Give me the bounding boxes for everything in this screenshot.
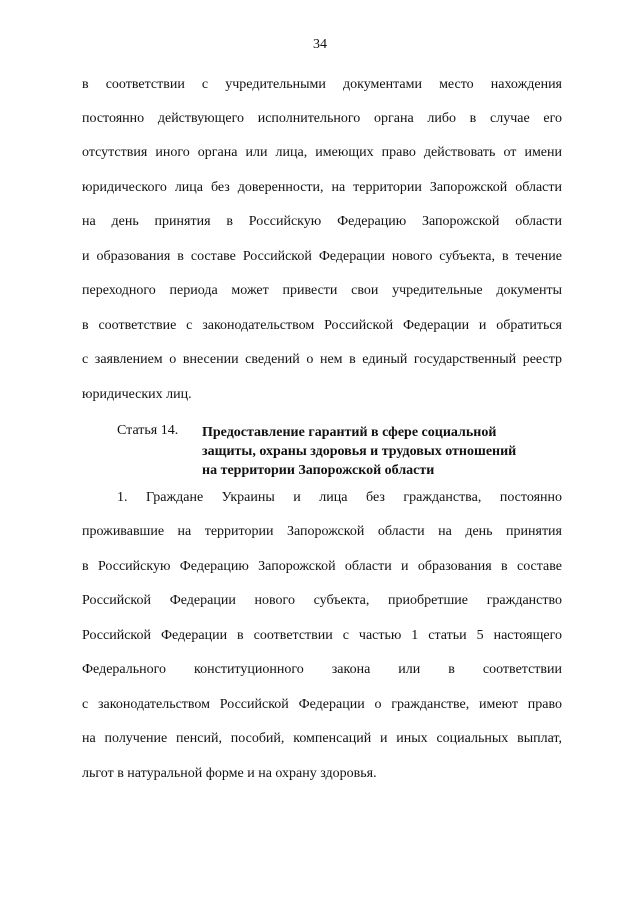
paragraph-1-line: с заявлением о внесении сведений о нем в единый государственный реестр: [82, 352, 562, 367]
paragraph-1-line: отсутствия иного органа или лица, имеющих право действовать от имени: [82, 145, 562, 160]
paragraph-1-line: в соответствии с учредительными документами место нахождения: [82, 77, 562, 92]
article-title: [202, 423, 562, 480]
paragraph-2-line: Федерального конституционного закона или в соответствии: [82, 662, 562, 677]
paragraph-2-line: 1. Граждане Украины и лица без гражданства, постоянно: [117, 490, 562, 505]
paragraph-1-line: постоянно действующего исполнительного органа либо в случае его: [82, 111, 562, 126]
paragraph-1-line: в соответствие с законодательством Российской Федерации и обратиться: [82, 318, 562, 333]
paragraph-2-line: льгот в натуральной форме и на охрану здоровья.: [82, 766, 377, 781]
article-label: Статья 14.: [117, 423, 179, 438]
paragraph-2-line: на получение пенсий, пособий, компенсаций и иных социальных выплат,: [82, 731, 562, 746]
paragraph-2-line: в Российскую Федерацию Запорожской области и образования в составе: [82, 559, 562, 574]
paragraph-1-line: юридических лиц.: [82, 387, 192, 402]
page-number: 34: [313, 37, 327, 52]
paragraph-2-line: с законодательством Российской Федерации о гражданстве, имеют право: [82, 697, 562, 712]
article-title-line: на территории Запорожской области: [202, 463, 435, 478]
paragraph-2-line: Российской Федерации нового субъекта, приобретшие гражданство: [82, 593, 562, 608]
paragraph-1-line: на день принятия в Российскую Федерацию Запорожской области: [82, 214, 562, 229]
paragraph-1-line: и образования в составе Российской Федерации нового субъекта, в течение: [82, 249, 562, 264]
paragraph-1-line: переходного периода может привести свои учредительные документы: [82, 283, 562, 298]
paragraph-2-line: Российской Федерации в соответствии с частью 1 статьи 5 настоящего: [82, 628, 562, 643]
paragraph-2-line: проживавшие на территории Запорожской области на день принятия: [82, 524, 562, 539]
article-title-line: Предоставление гарантий в сфере социальной: [202, 425, 497, 440]
paragraph-1-line: юридического лица без доверенности, на территории Запорожской области: [82, 180, 562, 195]
article-title-line: защиты, охраны здоровья и трудовых отношений: [202, 444, 517, 459]
